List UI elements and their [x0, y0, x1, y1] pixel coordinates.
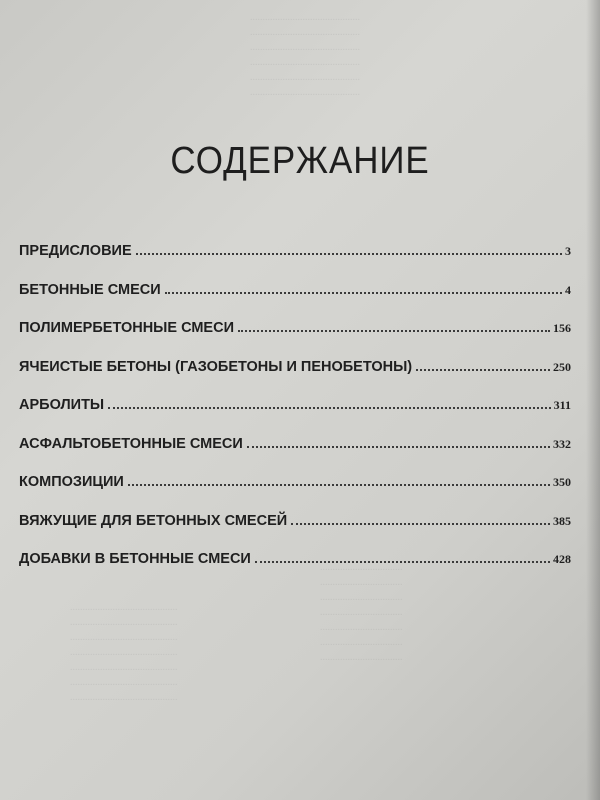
- toc-entry-title: ДОБАВКИ В БЕТОННЫЕ СМЕСИ: [19, 551, 251, 567]
- page-title: СОДЕРЖАНИЕ: [170, 140, 430, 182]
- toc-entry-title: ЯЧЕИСТЫЕ БЕТОНЫ (ГАЗОБЕТОНЫ И ПЕНОБЕТОНЫ): [19, 358, 413, 375]
- toc-entry: [19, 474, 571, 513]
- toc-entry: [19, 282, 571, 321]
- page-edge-shadow: [586, 0, 600, 800]
- dot-leader: [238, 330, 550, 332]
- toc-entry: [19, 397, 571, 436]
- show-through-text: ............................................ ............................................ ............................................ ............................................ ............................................ ............................................: [250, 12, 360, 98]
- toc-entry-page: 250: [553, 359, 571, 374]
- toc-entry-title: БЕТОННЫЕ СМЕСИ: [19, 281, 161, 298]
- toc-entry-page: 3: [565, 244, 571, 258]
- toc-entry: [19, 551, 571, 590]
- toc-entry-page: 156: [553, 321, 571, 335]
- toc-entry: [19, 513, 571, 552]
- toc-entry-page: 4: [565, 282, 571, 297]
- toc-entry-page: 428: [553, 552, 571, 566]
- dot-leader: [136, 253, 562, 255]
- dot-leader: [416, 369, 550, 371]
- dot-leader: [247, 446, 550, 448]
- table-of-contents: [19, 243, 571, 590]
- toc-entry-page: 385: [553, 513, 571, 528]
- toc-entry-title: АРБОЛИТЫ: [19, 397, 105, 413]
- toc-entry: [19, 243, 571, 282]
- dot-leader: [255, 561, 550, 563]
- toc-entry-title: ВЯЖУЩИЕ ДЛЯ БЕТОННЫХ СМЕСЕЙ: [19, 512, 288, 529]
- toc-entry-title: КОМПОЗИЦИИ: [19, 474, 124, 490]
- show-through-text: ........................................... ........................................... ........................................... ........................................... ........................................... ........................................... ...........................................: [70, 602, 178, 703]
- dot-leader: [128, 484, 550, 486]
- dot-leader: [291, 523, 550, 525]
- toc-entry-title: АСФАЛЬТОБЕТОННЫЕ СМЕСИ: [19, 435, 243, 452]
- dot-leader: [165, 292, 562, 294]
- toc-entry-title: ПРЕДИСЛОВИЕ: [19, 243, 132, 259]
- toc-entry-page: 332: [553, 436, 571, 451]
- toc-entry: [19, 320, 571, 359]
- dot-leader: [108, 407, 551, 409]
- toc-entry-page: 311: [553, 398, 571, 412]
- toc-entry-page: 350: [553, 475, 571, 489]
- toc-entry: [19, 359, 571, 398]
- toc-entry: [19, 436, 571, 475]
- show-through-text: ................................. ................................. ................................. ................................. ................................. ................................. .................................: [320, 562, 403, 663]
- toc-entry-title: ПОЛИМЕРБЕТОННЫЕ СМЕСИ: [19, 320, 234, 336]
